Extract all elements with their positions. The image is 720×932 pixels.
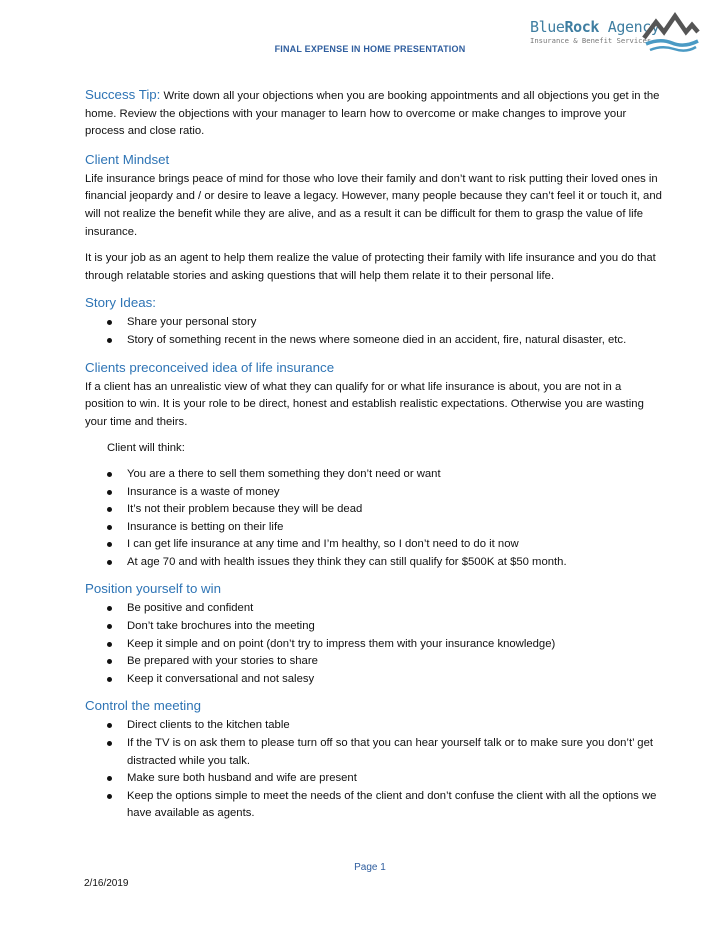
position-heading: Position yourself to win (85, 581, 221, 597)
preconceived-heading: Clients preconceived idea of life insurance (85, 359, 335, 375)
list-item: Story of something recent in the news where someone died in an accident, fire, natural disaster, etc. (127, 332, 663, 350)
list-item: Be prepared with your stories to share (127, 653, 663, 671)
header-title: FINAL EXPENSE IN HOME PRESENTATION (274, 44, 466, 54)
list-item: At age 70 and with health issues they think they can still qualify for $500K at $50 month. (127, 554, 663, 572)
success-tip-section (85, 86, 663, 141)
footer-date: 2/16/2019 (84, 878, 129, 889)
control-list (85, 717, 663, 823)
list-item: You are a there to sell them something they don’t need or want (127, 466, 663, 484)
list-item: Insurance is a waste of money (127, 484, 663, 502)
client-mindset-section (85, 151, 663, 286)
list-item: I can get life insurance at any time and I’m healthy, so I don’t need to do it now (127, 536, 663, 554)
list-item: If the TV is on ask them to please turn off so that you can hear yourself talk or to make sure you don’t’ get distracted while you talk. (127, 735, 663, 770)
list-item: Make sure both husband and wife are present (127, 770, 663, 788)
client-will-think-label: Client will think: (107, 442, 185, 455)
client-mindset-paragraph-2: It is your job as an agent to help them realize the value of protecting their family with life insurance and you do that through relatable stories and asking questions that will help them relate it to their personal life. (85, 252, 656, 282)
preconceived-paragraph: If a client has an unrealistic view of what they can qualify for or what life insurance is about, you are not in a position to win. It is your role to be direct, honest and establish realistic expectations. Otherwise you are wasting your time and theirs. (85, 380, 644, 428)
document-body (85, 86, 663, 832)
success-tip-text: Write down all your objections when you are booking appointments and all objections you get in the home. Review the objections with your manager to learn how to overcome or make changes to improve your process and close ratio. (85, 90, 660, 138)
control-heading: Control the meeting (85, 698, 202, 714)
logo-tagline: Insurance & Benefit Services (530, 36, 652, 45)
story-ideas-heading: Story Ideas: (85, 295, 156, 311)
list-item: Insurance is betting on their life (127, 519, 663, 537)
company-logo (530, 12, 700, 56)
position-list (85, 600, 663, 688)
control-section (85, 697, 663, 823)
list-item: Be positive and confident (127, 600, 663, 618)
client-mindset-paragraph-1: Life insurance brings peace of mind for those who love their family and don’t want to risk putting their loved ones in financial jeopardy and / or desire to leave a legacy. However, many people because they can’t feel it or touch it, and will not realize the benefit while they are alive, and as a result it can be difficult for them to grasp the value of life insurance. (85, 172, 662, 238)
list-item: Keep it simple and on point (don’t try to impress them with your insurance knowledge) (127, 636, 663, 654)
story-ideas-list (85, 314, 663, 349)
list-item: Share your personal story (127, 314, 663, 332)
success-tip-heading: Success Tip: (85, 87, 161, 102)
mountain-logo-icon (642, 12, 700, 52)
list-item: Direct clients to the kitchen table (127, 717, 663, 735)
list-item: Don’t take brochures into the meeting (127, 618, 663, 636)
story-ideas-section (85, 294, 663, 349)
logo-name: BlueRock Agency (530, 18, 660, 36)
preconceived-section (85, 359, 663, 572)
client-mindset-heading: Client Mindset (85, 151, 170, 167)
list-item: It’s not their problem because they will be dead (127, 501, 663, 519)
position-section (85, 580, 663, 688)
list-item: Keep it conversational and not salesy (127, 671, 663, 689)
list-item: Keep the options simple to meet the needs of the client and don’t confuse the client with all the options we have available as agents. (127, 788, 663, 823)
page-number: Page 1 (354, 862, 386, 873)
client-thoughts-list (85, 466, 663, 572)
